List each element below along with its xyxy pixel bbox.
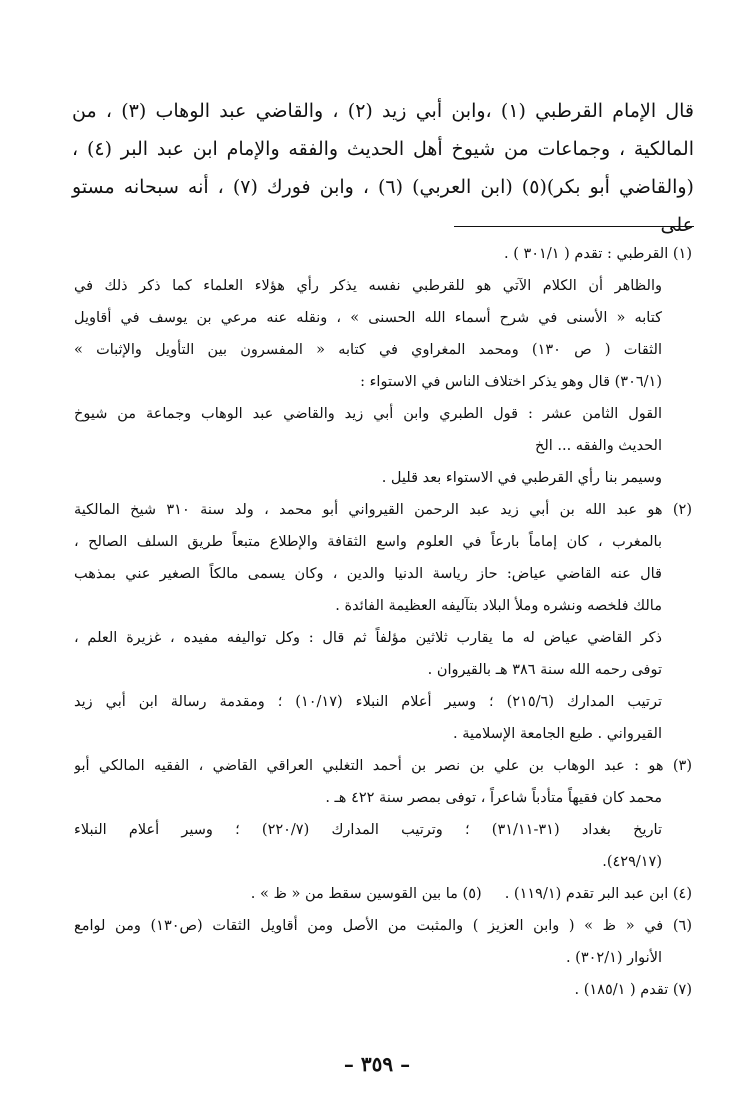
footnote-line: قال عنه القاضي عياض: حاز رياسة الدنيا والدين ، وكان يسمى مالكاً الصغير عني بمذهب	[74, 566, 662, 582]
footnote-line: والظاهر أن الكلام الآتي هو للقرطبي نفسه يذكر رأي هؤلاء العلماء كما ذكر ذلك في	[74, 278, 662, 294]
footnote-line: (٢) هو عبد الله بن أبي زيد عبد الرحمن القيرواني أبو محمد ، ولد سنة ٣١٠ شيخ المالكية	[74, 502, 692, 518]
footnote-line: كتابه « الأسنى في شرح أسماء الله الحسنى » ، ونقله عنه مرعي بن يوسف في أقاويل	[74, 310, 662, 326]
footnote-line: (٣) هو : عبد الوهاب بن علي بن نصر بن أحمد التغلبي العراقي القاضي ، الفقيه المالكي أبو	[74, 758, 692, 774]
footnote-line: بالمغرب ، كان إماماً بارعاً في العلوم واسع الثقافة والإطلاع متبعاً طريق السلف الصالح ،	[74, 534, 662, 550]
footnote-1	[74, 238, 692, 494]
footnote-line: ذكر القاضي عياض له ما يقارب ثلاثين مؤلفاً ثم قال : وكل تواليفه مفيده ، غزيرة العلم ،	[74, 630, 662, 646]
footnote-line: محمد كان فقيهاً متأدباً شاعراً ، توفى بمصر سنة ٤٢٢ هـ .	[325, 790, 662, 806]
footnote-line: وسيمر بنا رأي القرطبي في الاستواء بعد قليل .	[381, 470, 662, 486]
footnote-line: (٦) في « ظ » ( وابن العزيز ) والمثبت من الأصل ومن أقاويل الثقات (ص١٣٠) ومن لوامع	[74, 918, 692, 934]
footnote-line: مالك فلخصه ونشره وملأ البلاد بتآليفه العظيمة الفائدة .	[335, 598, 662, 614]
footnote-line: ترتيب المدارك (٢١٥/٦) ؛ وسير أعلام النبلاء (١٠/١٧) ؛ ومقدمة رسالة ابن أبي زيد	[74, 694, 663, 710]
footnote-line: (١) القرطبي : تقدم ( ٣٠١/١ ) .	[504, 246, 692, 262]
main-text-line: قال الإمام القرطبي (١) ،وابن أبي زيد (٢) ، والقاضي عبد الوهاب (٣) ، من	[72, 100, 694, 122]
page-number: – ٣٥٩ –	[343, 1052, 411, 1076]
footnote-line: (٤٢٩/١٧).	[602, 854, 662, 870]
footnote-6	[74, 910, 692, 974]
footnote-line: تاريخ بغداد (٣١-٣١/١١) ؛ وترتيب المدارك (٢٢٠/٧) ؛ وسير أعلام النبلاء	[74, 822, 662, 838]
footnote-line: (٣٠٦/١) قال وهو يذكر اختلاف الناس في الاستواء :	[360, 374, 662, 390]
footnote-2	[74, 494, 692, 750]
footnote-line: (٧) تقدم ( ١٨٥/١) .	[574, 982, 692, 998]
footnote-line: الأنوار (٣٠٢/١) .	[565, 950, 662, 966]
footnote-line: الحديث والفقه ... الخ	[534, 438, 662, 454]
main-text-line: المالكية ، وجماعات من شيوخ أهل الحديث والفقه والإمام ابن عبد البر (٤) ،	[72, 138, 694, 160]
footnote-3	[74, 750, 692, 878]
footnote-line: توفى رحمه الله سنة ٣٨٦ هـ بالقيروان .	[427, 662, 662, 678]
footnote-line: القيرواني . طبع الجامعة الإسلامية .	[453, 726, 662, 742]
main-text-block	[72, 92, 694, 244]
main-text-line: (والقاضي أبو بكر)(٥) (ابن العربي) (٦) ، وابن فورك (٧) ، أنه سبحانه مستو على	[72, 176, 694, 236]
footnote-line: الثقات ( ص ١٣٠) ومحمد المغراوي في كتابه « المفسرون بين التأويل والإثبات »	[74, 342, 662, 358]
footnote-line: (٤) ابن عبد البر تقدم (١١٩/١) . (٥) ما بين القوسين سقط من « ظ » .	[250, 886, 692, 902]
footnote-4-5	[74, 878, 692, 910]
footnote-divider	[454, 226, 694, 227]
footnote-line: القول الثامن عشر : قول الطبري وابن أبي زيد والقاضي عبد الوهاب وجماعة من شيوخ	[74, 406, 662, 422]
footnotes-section	[74, 238, 692, 1006]
footnote-7	[74, 974, 692, 1006]
